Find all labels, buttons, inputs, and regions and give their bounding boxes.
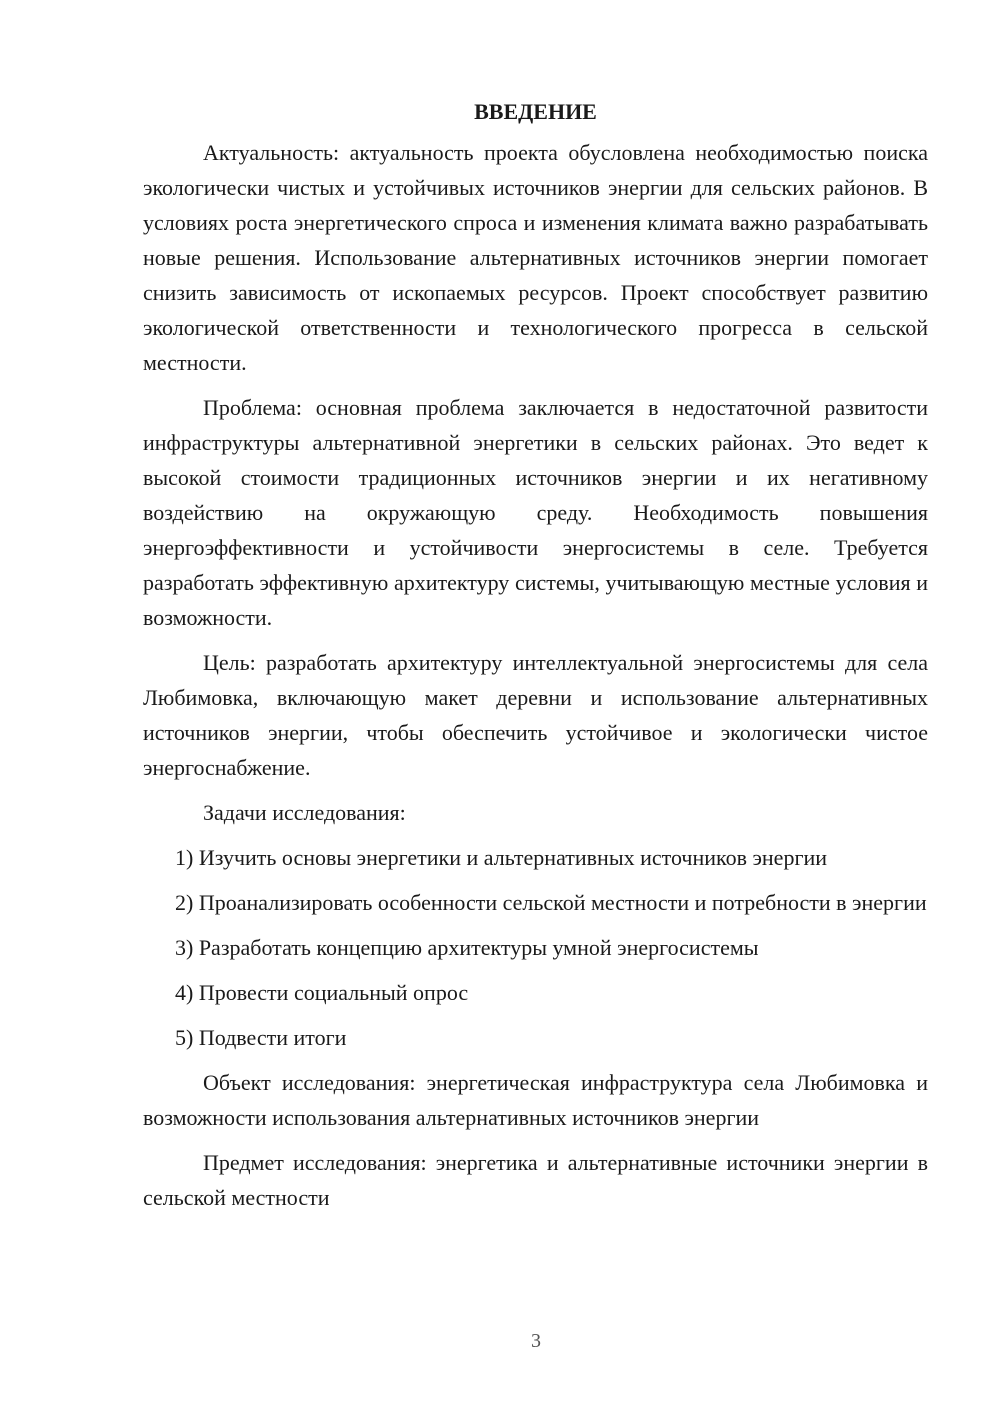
goal-paragraph: Цель: разработать архитектуру интеллектуальной энергосистемы для села Любимовка, включающую макет деревни и использование альтернативных источников энергии, чтобы обеспечить устойчивое и экологически чистое энергоснабжение. [143,650,928,780]
task-item: 1) Изучить основы энергетики и альтернативных источников энергии [175,845,828,870]
task-item: 2) Проанализировать особенности сельской местности и потребности в энергии [175,890,927,915]
object-paragraph: Объект исследования: энергетическая инфраструктура села Любимовка и возможности использования альтернативных источников энергии [143,1070,928,1130]
subject-paragraph: Предмет исследования: энергетика и альтернативные источники энергии в сельской местности [143,1150,928,1210]
page-number: 3 [531,1330,541,1352]
task-item: 3) Разработать концепцию архитектуры умной энергосистемы [175,935,759,960]
relevance-paragraph: Актуальность: актуальность проекта обусловлена необходимостью поиска экологически чистых и устойчивых источников энергии для сельских районов. В условиях роста энергетического спроса и изменения климата важно разрабатывать новые решения. Использование альтернативных источников энергии помогает снизить зависимость от ископаемых ресурсов. Проект способствует развитию экологической ответственности и технологического прогресса в сельской местности. [143,140,928,375]
task-item: 5) Подвести итоги [175,1025,347,1050]
tasks-heading: Задачи исследования: [203,800,406,825]
page-title: ВВЕДЕНИЕ [474,99,597,124]
document-page [143,94,928,1225]
task-item: 4) Провести социальный опрос [175,980,469,1005]
problem-paragraph: Проблема: основная проблема заключается в недостаточной развитости инфраструктуры альтернативной энергетики в сельских районах. Это ведет к высокой стоимости традиционных источников энергии и их негативному воздействию на окружающую среду. Необходимость повышения энергоэффективности и устойчивости энергосистемы в селе. Требуется разработать эффективную архитектуру системы, учитывающую местные условия и возможности. [143,395,928,630]
